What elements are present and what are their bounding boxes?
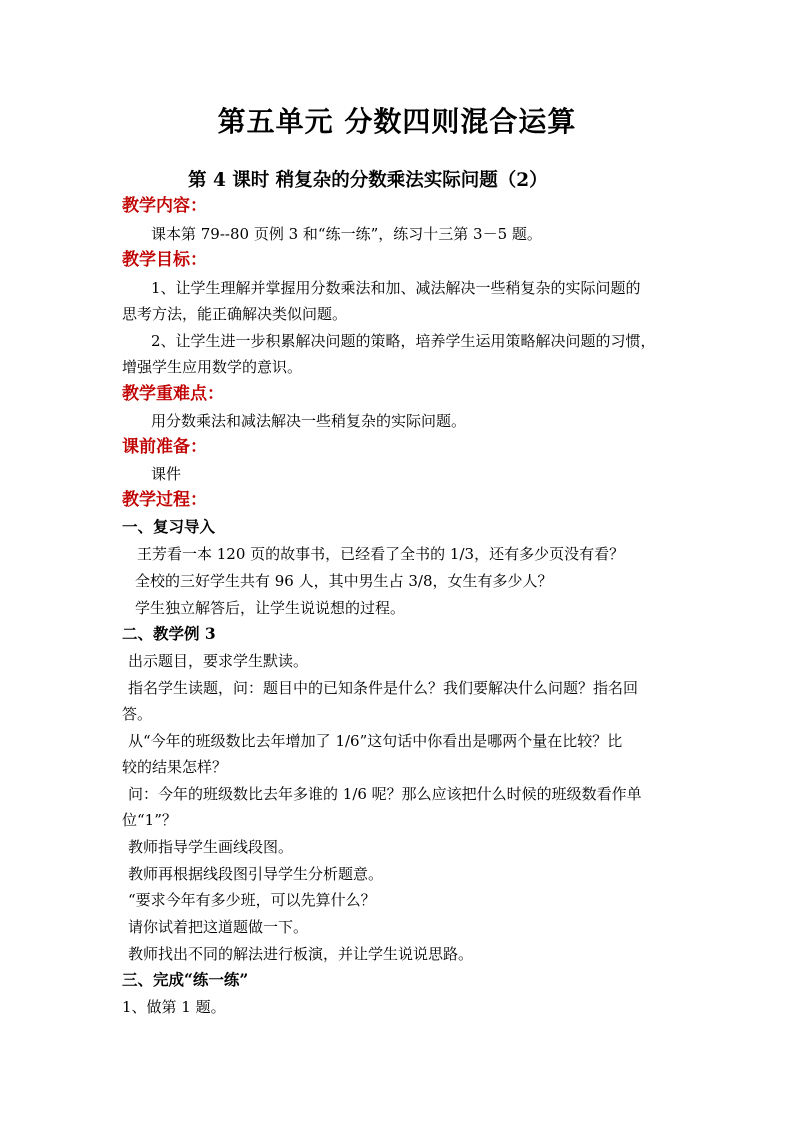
section-2-paragraph-5: 教师指导学生画线段图。 (128, 838, 294, 856)
section-1-paragraph-2: 全校的三好学生共有 96 人，其中男生占 3/8，女生有多少人？ (135, 572, 553, 590)
goals-heading: 教学目标： (122, 250, 207, 270)
section-1-paragraph-3: 学生独立解答后，让学生说说想的过程。 (135, 599, 406, 617)
section-1-paragraph-1: 王芳看一本 120 页的故事书，已经看了全书的 1/3，还有多少页没有看？ (137, 545, 625, 563)
section-2-paragraph-4-line-1: 问：今年的班级数比去年多谁的 1/6 呢？那么应该把什么时候的班级数看作单 (128, 785, 642, 803)
section-2-paragraph-3-line-1: 从“今年的班级数比去年增加了 1/6”这句话中你看出是哪两个量在比较？比 (128, 732, 623, 750)
key-points-text: 用分数乘法和减法解决一些稍复杂的实际问题。 (151, 412, 467, 430)
preparation-heading: 课前准备： (122, 437, 207, 457)
key-points-heading: 教学重难点： (122, 384, 224, 404)
section-2-paragraph-1: 出示题目，要求学生默读。 (128, 652, 309, 670)
lesson-subtitle: 第 4 课时 稍复杂的分数乘法实际问题（2） (188, 170, 548, 191)
preparation-text: 课件 (151, 465, 182, 483)
section-2-paragraph-8: 请你试着把这道题做一下。 (128, 918, 309, 936)
section-2-paragraph-3-line-2: 较的结果怎样？ (122, 758, 228, 776)
content-text: 课本第 79--80 页例 3 和“练一练”，练习十三第 3－5 题。 (151, 225, 542, 243)
goal-1-line-1: 1、让学生理解并掌握用分数乘法和加、减法解决一些稍复杂的实际问题的 (151, 279, 641, 297)
goal-2-line-1: 2、让学生进一步积累解决问题的策略，培养学生运用策略解决问题的习惯， (151, 332, 656, 350)
section-3-paragraph-1: 1、做第 1 题。 (122, 998, 226, 1016)
section-2-paragraph-9: 教师找出不同的解法进行板演，并让学生说说思路。 (128, 945, 474, 963)
section-3-heading: 三、完成“练一练” (122, 970, 249, 989)
section-2-paragraph-4-line-2: 位“1”？ (122, 811, 177, 829)
section-2-paragraph-2-line-2: 答。 (122, 705, 153, 723)
goal-2-line-2: 增强学生应用数学的意识。 (122, 358, 303, 376)
process-heading: 教学过程： (122, 490, 207, 510)
content-heading: 教学内容： (122, 196, 207, 216)
document-title: 第五单元 分数四则混合运算 (217, 105, 577, 138)
section-1-heading: 一、复习导入 (122, 517, 216, 536)
section-2-paragraph-7: “要求今年有多少班，可以先算什么？ (128, 891, 376, 909)
goal-1-line-2: 思考方法，能正确解决类似问题。 (122, 305, 348, 323)
section-2-heading: 二、教学例 3 (122, 624, 216, 643)
section-2-paragraph-2-line-1: 指名学生读题，问：题目中的已知条件是什么？我们要解决什么问题？指名回 (128, 679, 639, 697)
section-2-paragraph-6: 教师再根据线段图引导学生分析题意。 (128, 865, 384, 883)
